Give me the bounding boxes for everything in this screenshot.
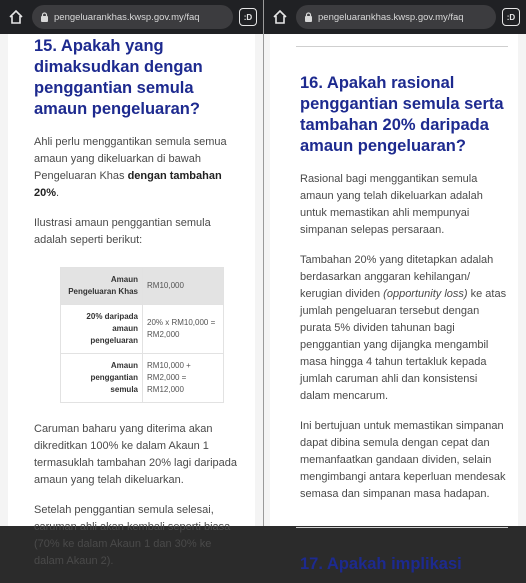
address-bar[interactable] — [32, 5, 233, 29]
right-screenshot — [263, 0, 526, 573]
para-bold-text: dengan tambahan 20% — [34, 170, 222, 199]
faq-heading-16: 16. Apakah rasional penggantian semula serta tambahan 20% daripada amaun pengeluaran? — [300, 74, 504, 155]
divider — [296, 46, 508, 47]
faq-15-para-3: Caruman baharu yang diterima akan dikreditkan 100% ke dalam Akaun 1 termasuklah tambahan 20% lagi daripada amaun yang telah dikeluarkan. — [34, 423, 238, 486]
table-row — [61, 268, 224, 305]
para-italic-text: (opportunity loss) — [383, 288, 468, 300]
url-text: pengeluarankhas.kwsp.gov.my/faq — [318, 11, 464, 23]
lock-icon — [40, 12, 49, 22]
table-value: RM10,000 — [143, 268, 224, 305]
left-screenshot — [0, 0, 263, 567]
table-label: Amaun Pengeluaran Khas — [61, 268, 143, 305]
para-text: . — [56, 187, 60, 199]
faq-heading-15: 15. Apakah yang dimaksudkan dengan penggantian semula amaun pengeluaran? — [34, 37, 203, 118]
browser-toolbar — [264, 0, 526, 34]
para-text: Ahli perlu menggantikan semula semua amaun yang dikeluarkan di bawah Pengeluaran Khas — [34, 136, 227, 182]
faq-16-para-3: Ini bertujuan untuk memastikan simpanan dapat dibina semula dengan cepat dan memanfaatkan gandaan dividen, selain mengimbangi antara keperluan mendesak semasa dan simpanan masa hadapan. — [300, 420, 506, 500]
divider — [296, 527, 508, 528]
address-bar[interactable] — [296, 5, 496, 29]
para-text: Tambahan 20% yang ditetapkan adalah berdasarkan anggaran kehilangan/ kerugian dividen — [300, 254, 494, 300]
home-icon[interactable] — [6, 7, 26, 27]
para-text: ke atas jumlah pengeluaran tersebut dengan purata 5% dividen tahunan bagi penggantian yang dijangka mengambil masa hingga 4 tahun tertakluk kepada jumlah caruman ahli dan konsistensi dalam mencarum. — [300, 288, 507, 402]
faq-heading-17: 17. Apakah implikasi — [300, 555, 462, 573]
url-text: pengeluarankhas.kwsp.gov.my/faq — [54, 11, 200, 23]
faq-15-para-2: Ilustrasi amaun penggantian semula adalah seperti berikut: — [34, 217, 211, 246]
table-label: Amaun penggantian semula — [61, 354, 143, 403]
browser-toolbar — [0, 0, 263, 34]
replacement-table — [60, 267, 224, 403]
tab-switcher-button[interactable]: :D — [239, 8, 257, 26]
table-row — [61, 305, 224, 354]
lock-icon — [304, 12, 313, 22]
home-icon[interactable] — [270, 7, 290, 27]
faq-card — [270, 34, 518, 573]
faq-15-para-1 — [34, 134, 241, 202]
faq-16-para-2 — [300, 252, 508, 405]
faq-15-para-4: Setelah penggantian semula selesai, caruman ahli akan kembali seperti biasa (70% ke dalam Akaun 1 dan 30% ke dalam Akaun 2). — [34, 504, 231, 567]
faq-card — [8, 34, 255, 567]
table-value: RM10,000 + RM2,000 = RM12,000 — [143, 354, 224, 403]
faq-16-para-1: Rasional bagi menggantikan semula amaun yang telah dikeluarkan adalah untuk memastikan ahli mempunyai simpanan selepas persaraan. — [300, 173, 483, 236]
tab-switcher-button[interactable]: :D — [502, 8, 520, 26]
table-value: 20% x RM10,000 = RM2,000 — [143, 305, 224, 354]
table-row — [61, 354, 224, 403]
table-label: 20% daripada amaun pengeluaran — [61, 305, 143, 354]
